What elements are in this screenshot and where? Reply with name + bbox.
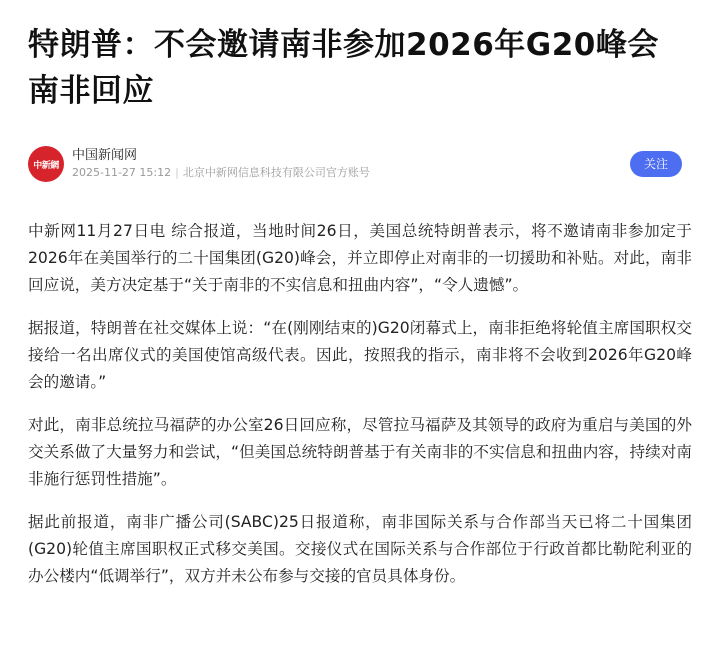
paragraph: 据报道，特朗普在社交媒体上说：“在(刚刚结束的)G20闭幕式上，南非拒绝将轮值主席国职权交接给一名出席仪式的美国使馆高级代表。因此，按照我的指示，南非将不会收到2026年G20峰会的邀请。” bbox=[28, 319, 692, 391]
publish-time: 2025-11-27 15:12 bbox=[72, 166, 172, 179]
article-body bbox=[28, 218, 692, 590]
publisher-logo: 中新網 bbox=[33, 160, 59, 171]
avatar[interactable] bbox=[28, 146, 64, 182]
author-bar bbox=[28, 144, 692, 184]
author-info bbox=[72, 147, 370, 181]
paragraph: 据此前报道，南非广播公司(SABC)25日报道称，南非国际关系与合作部当天已将二十国集团(G20)轮值主席国职权正式移交美国。交接仪式在国际关系与合作部位于行政首都比勒陀利亚的办公楼内“低调举行”，双方并未公布参与交接的官员具体身份。 bbox=[28, 513, 692, 585]
author-name[interactable]: 中国新闻网 bbox=[72, 148, 138, 163]
paragraph: 对此，南非总统拉马福萨的办公室26日回应称，尽管拉马福萨及其领导的政府为重启与美国的外交关系做了大量努力和尝试，“但美国总统特朗普基于有关南非的不实信息和扭曲内容，持续对南非施行惩罚性措施”。 bbox=[28, 416, 692, 488]
follow-button[interactable]: 关注 bbox=[630, 151, 682, 177]
meta-line bbox=[72, 165, 370, 181]
meta-divider: | bbox=[175, 166, 179, 179]
paragraph: 中新网11月27日电 综合报道，当地时间26日，美国总统特朗普表示，将不邀请南非参加定于2026年在美国举行的二十国集团(G20)峰会，并立即停止对南非的一切援助和补贴。对此，南非回应说，美方决定基于“关于南非的不实信息和扭曲内容”，“令人遗憾”。 bbox=[28, 222, 692, 294]
account-description: 北京中新网信息科技有限公司官方账号 bbox=[182, 166, 370, 179]
article-title: 特朗普：不会邀请南非参加2026年G20峰会 南非回应 bbox=[28, 27, 659, 109]
